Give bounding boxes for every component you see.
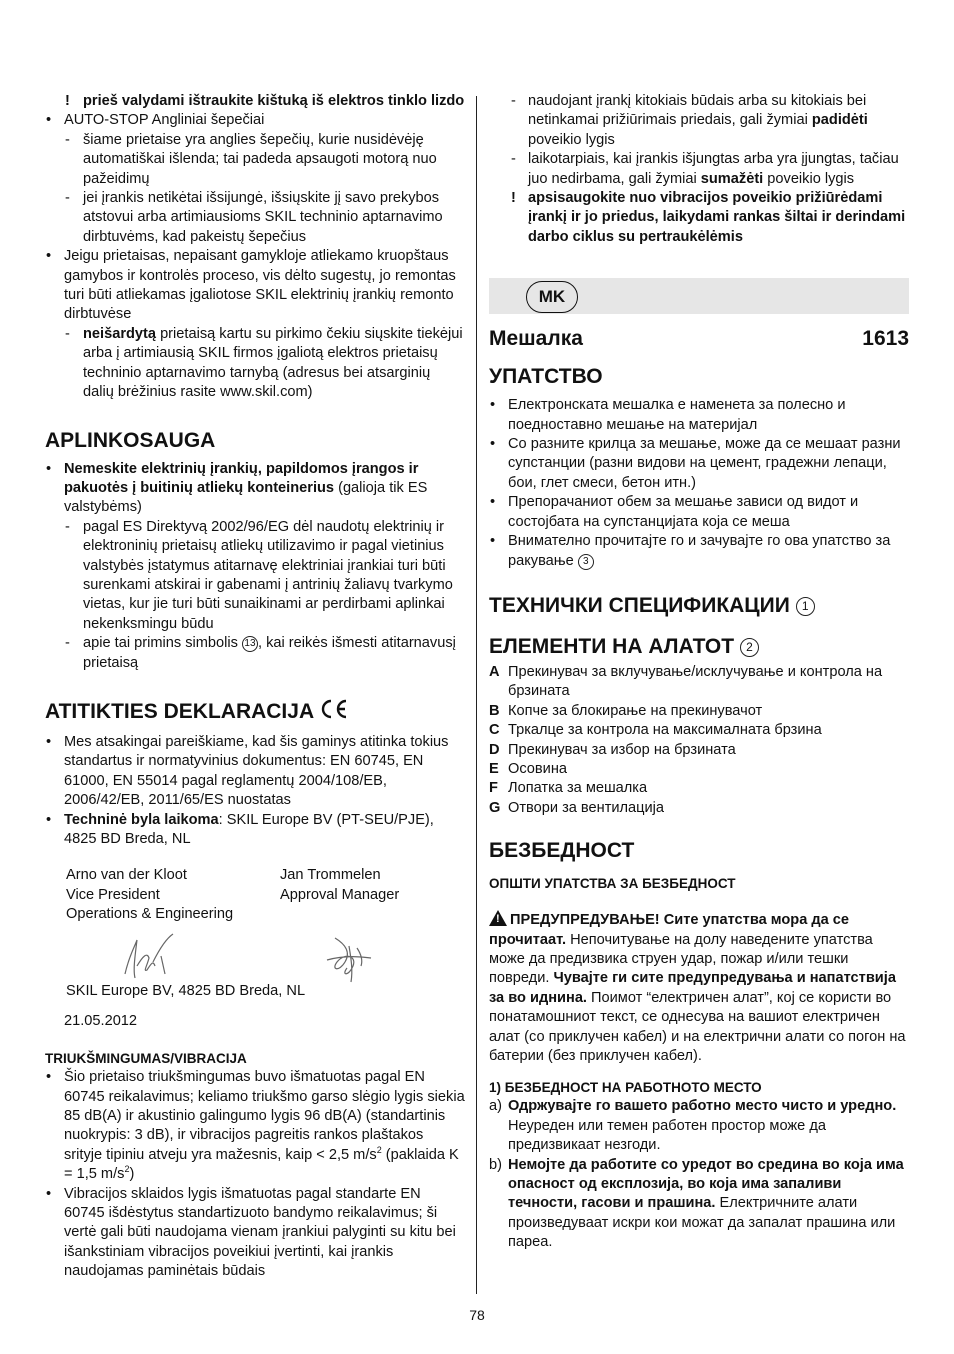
repair-item-bold: neišardytą	[83, 325, 157, 342]
vibration-item-bold: sumažėti	[700, 170, 764, 187]
element-item	[489, 702, 909, 721]
signatory-2	[280, 866, 480, 905]
instruction-item-text: Внимателно прочитајте го и зачувајте го ова упатство за ракување	[508, 533, 891, 569]
unplug-warning: ! prieš valydami ištraukite kištuką iš elektros tinklo lizdo	[45, 92, 465, 111]
signatory-dept: Operations & Engineering	[66, 906, 234, 923]
symbol-3-icon: 3	[578, 554, 594, 570]
technical-file-bold: Techninė byla laikoma	[64, 811, 219, 828]
repair-item	[45, 325, 465, 403]
safety-warning	[489, 910, 909, 1066]
element-label: Прекинувач за избор на брзината	[508, 741, 736, 758]
item-text: Неуреден или темен работен простор може да предизвикаат незгоди.	[508, 1117, 826, 1154]
symbol-13-icon: 13	[242, 636, 258, 652]
element-item	[489, 721, 909, 740]
left-column	[45, 92, 465, 1282]
element-label: Осовина	[508, 760, 568, 777]
signatory-role: Vice President	[66, 886, 160, 903]
repair-item-rest: prietaisą kartu su pirkimo čekiu siųskite tiekėjui arba į artimiausią SKIL firmos įgaliotą elektros prietaisų techninio aptarnavimo tarnybą (adresus bei atsarginių dalių brėžinius rasite www.skil.com)	[83, 325, 463, 401]
signatory-name: Arno van der Kloot	[66, 867, 187, 884]
repair-text: • Jeigu prietaisas, nepaisant gamykloje atliekamo kruopštaus gamybos ir kontrolės proceso, vis dėlto sugestų, jo remontas turi būti atliekamas įgaliotose SKIL elektrinių įrankių remonto dirbtuvėse	[45, 247, 465, 325]
autostop-title: • AUTO-STOP Angliniai šepečiai	[45, 111, 465, 130]
product-title	[489, 326, 909, 352]
safety-item-b	[489, 1156, 909, 1253]
signatory-name: Jan Trommelen	[280, 867, 381, 884]
element-key: G	[489, 799, 501, 816]
vibration-text: • Vibracijos sklaidos lygis išmatuotas pagal standarte EN 60745 išdėstytus standartizuoto bandymo reikalavimus; ši vertė gali būti naudojama vienam įrankiui palyginti su kitu bei išankstiniam vibracijos poveikiui įvertinti, kai įrankis naudojamas paminėtais būdais	[45, 1185, 465, 1282]
safety-item-a	[489, 1097, 909, 1155]
env-bullet-bold: Nemeskite elektrinių įrankių, papildomos įrangos ir pakuotės į buitinių atliekų konteinerius	[64, 460, 419, 496]
element-key: C	[489, 722, 500, 739]
declaration-date: 21.05.2012	[64, 1012, 138, 1029]
element-item	[489, 760, 909, 779]
env-item-symbol	[45, 634, 465, 673]
column-divider	[476, 96, 477, 1294]
signatory-table	[66, 866, 465, 926]
env-item-text: apie tai primins simbolis	[83, 635, 242, 652]
autostop-item: - jei įrankis netikėtai išsijungė, išsiųskite jį savo prekybos atstovui arba artimiausioms SKIL techninio aptarnavimo dirbtuvėms, kad pakeistų šepečius	[45, 189, 465, 247]
env-title: APLINKOSAUGA	[45, 428, 216, 452]
element-item	[489, 779, 909, 798]
element-label: Прекинувач за вклучување/исклучување и контрола на брзината	[508, 663, 883, 700]
warning-icon	[489, 910, 507, 926]
page-number: 78	[469, 1307, 485, 1323]
element-item	[489, 741, 909, 760]
signature-1	[125, 934, 173, 978]
signature-2	[327, 938, 371, 982]
item-bold: Одржувајте го вашето работно место чисто и уредно.	[508, 1098, 897, 1115]
vibration-item-bold: padidėti	[811, 112, 868, 129]
instruction-item: • Со разните крилца за мешање, може да се мешаат разни супстанции (разни видови на цемент, градежни лепаци, бои, глет смеси, бетон итн.)	[489, 435, 909, 493]
instruction-item	[489, 532, 909, 571]
company-address: SKIL Europe BV, 4825 BD Breda, NL	[66, 983, 306, 1000]
safety-subtitle: ОПШТИ УПАТСТВА ЗА БЕЗБЕДНОСТ	[489, 876, 736, 892]
element-key: B	[489, 702, 500, 719]
noise-text-b: (paklaida K = 1,5 m/s	[64, 1146, 459, 1183]
noise-title: TRIUKŠMINGUMAS/VIBRACIJA	[45, 1051, 247, 1067]
instruction-item: • Електронската мешалка е наменета за полесно и поедноставно мешање на материјал	[489, 396, 909, 435]
vibration-item-b: poveikio lygis	[763, 170, 855, 187]
signatory-1	[66, 866, 276, 924]
element-label: Лопатка за мешалка	[508, 780, 648, 797]
element-key: F	[489, 780, 498, 797]
element-key: E	[489, 760, 499, 777]
product-model: 1613	[862, 327, 909, 351]
vibration-item	[489, 92, 909, 150]
right-column	[489, 92, 909, 1253]
instruction-item: • Препорачаниот обем за мешање зависи од видот и состојбата на супстанцијата која се меша	[489, 493, 909, 532]
declaration-title-text: ATITIKTIES DEKLARACIJA	[45, 699, 314, 723]
vibration-item-a: naudojant įrankį kitokiais būdais arba su kitokiais bei netinkamai prižiūrimais priedais, gali žymiai	[528, 93, 867, 129]
workplace-safety-title: 1) БЕЗБЕДНОСТ НА РАБОТНОТО МЕСТО	[489, 1080, 762, 1096]
elements-title	[489, 634, 909, 660]
signatures-image	[95, 926, 465, 986]
element-label: Отвори за вентилација	[508, 799, 665, 816]
vibration-item-a: laikotarpiais, kai įrankis išjungtas arba yra įjungtas, tačiau juo nedirbama, gali žymiai	[528, 151, 899, 187]
noise-text-c: )	[129, 1166, 135, 1183]
element-key: D	[489, 741, 500, 758]
env-item-text2: , kai reikės išmesti atitarnavusį prietaisą	[83, 635, 456, 671]
env-item: - pagal ES Direktyvą 2002/96/EG dėl naudotų elektrinių ir elektroninių prietaisų atliekų utilizavimo ir pagal vietinius valstybės įstatymus atitarnavę elektriniai įrankiai turi būti surenkami atskirai ir gabenami į antrinių žaliavų tvarkymo vietas, kur jie turi būti sunaikinami ar perdirbami aplinkai nekenksmingu būdu	[45, 518, 465, 634]
noise-text: • Šio prietaiso triukšmingumas buvo išmatuotas pagal EN 60745 reikalavimus; keliamo triukšmo garso slėgio lygis siekia 85 dB(A) ir akustinio galingumo lygis 96 dB(A) (standartinis nuokrypis: 3 dB), ir vibracijos pagreitis rankos plaštakos srityje tipiniu atveju yra mažesnis, kaip < 2,5 $m/s^2$ (paklaida K = 1,5 $m/s^2$)	[45, 1068, 465, 1184]
env-bullet	[45, 460, 465, 518]
element-key: A	[489, 663, 500, 680]
item-text: Електричните алати произведуваат искри кои можат да запалат прашина или пареа.	[508, 1195, 896, 1251]
technical-file	[45, 811, 465, 850]
safety-title: БЕЗБЕДНОСТ	[489, 839, 635, 863]
vibration-item	[489, 150, 909, 189]
language-bar	[489, 278, 909, 314]
item-key: b)	[489, 1156, 502, 1173]
instructions-title: УПАТСТВО	[489, 365, 603, 389]
technical-file-rest: : SKIL Europe BV (PT-SEU/PJE), 4825 BD Breda, NL	[64, 811, 434, 847]
product-name: Мешалка	[489, 327, 583, 351]
autostop-item: - šiame prietaise yra anglies šepečių, kurie nusidėvėję automatiškai išlenda; tai padeda apsaugoti motorą nuo pažeidimų	[45, 131, 465, 189]
warning-text-2: Поимот “електричен алат”, кој се користи во понатамошниот текст, се однесува на вашиот електричен алат (со приклучен кабел) и на електрични алати со погон на батерии (без приклучен кабел).	[489, 989, 906, 1064]
element-item	[489, 799, 909, 818]
warning-bold: ПРЕДУПРЕДУВАЊЕ! Сите упатства мора да се прочитаат.	[489, 912, 850, 948]
element-item	[489, 663, 909, 702]
declaration-title	[45, 698, 465, 727]
specs-title-text: ТЕХНИЧКИ СПЕЦИФИКАЦИИ	[489, 593, 790, 617]
warning-bold-2: Чувајте ги сите предупредувања и напатствија за во иднина.	[489, 970, 896, 1006]
language-badge: MK	[526, 281, 578, 313]
vibration-item-b: poveikio lygis	[528, 131, 615, 148]
element-label: Копче за блокирање на прекинувачот	[508, 702, 763, 719]
warning-text: Непочитување на долу наведените упатства може да предизвика струен удар, пожар и/или тешки повреди.	[489, 931, 873, 987]
symbol-2-icon: 2	[740, 638, 759, 657]
elements-title-text: ЕЛЕМЕНТИ НА АЛАТОТ	[489, 634, 735, 658]
specs-title	[489, 593, 909, 619]
elements-list	[489, 663, 909, 818]
declaration-text: • Mes atsakingai pareiškiame, kad šis gaminys atitinka tokius standartus ir normatyvinius dokumentus: EN 60745, EN 61000, EN 55014 pagal reglamentų 2004/108/EB, 2006/42/EB, 2011/65/ES nuostatas	[45, 733, 465, 811]
vibration-warning: ! apsisaugokite nuo vibracijos poveikio prižiūrėdami įrankį ir jo priedus, laikydami rankas šiltai ir derindami darbo ciklus su pertraukėlėmis	[489, 189, 909, 247]
signatory-dept: Approval Manager	[280, 886, 400, 903]
ce-mark-icon	[319, 698, 349, 727]
env-bullet-rest: (galioja tik ES valstybėms)	[64, 479, 428, 516]
noise-text-a: Šio prietaiso triukšmingumas buvo išmatuotas pagal EN 60745 reikalavimus; keliamo triukšmo garso slėgio lygis siekia 85 dB(A) ir akustinio galingumo lygis 96 dB(A) (standartinis nuokrypis: 3 dB), ir vibracijos pagreitis rankos plaštakos srityje tipiniu atveju yra mažesnis, kaip < 2,5 m/s	[64, 1069, 465, 1163]
item-key: a)	[489, 1098, 502, 1115]
symbol-1-icon: 1	[796, 597, 815, 616]
element-label: Тркалце за контрола на максималната брзина	[508, 722, 822, 739]
item-bold: Немојте да работите со уредот во средина во која има опасност од експлозија, во која има запаливи течности, гасови и прашина.	[508, 1156, 904, 1212]
